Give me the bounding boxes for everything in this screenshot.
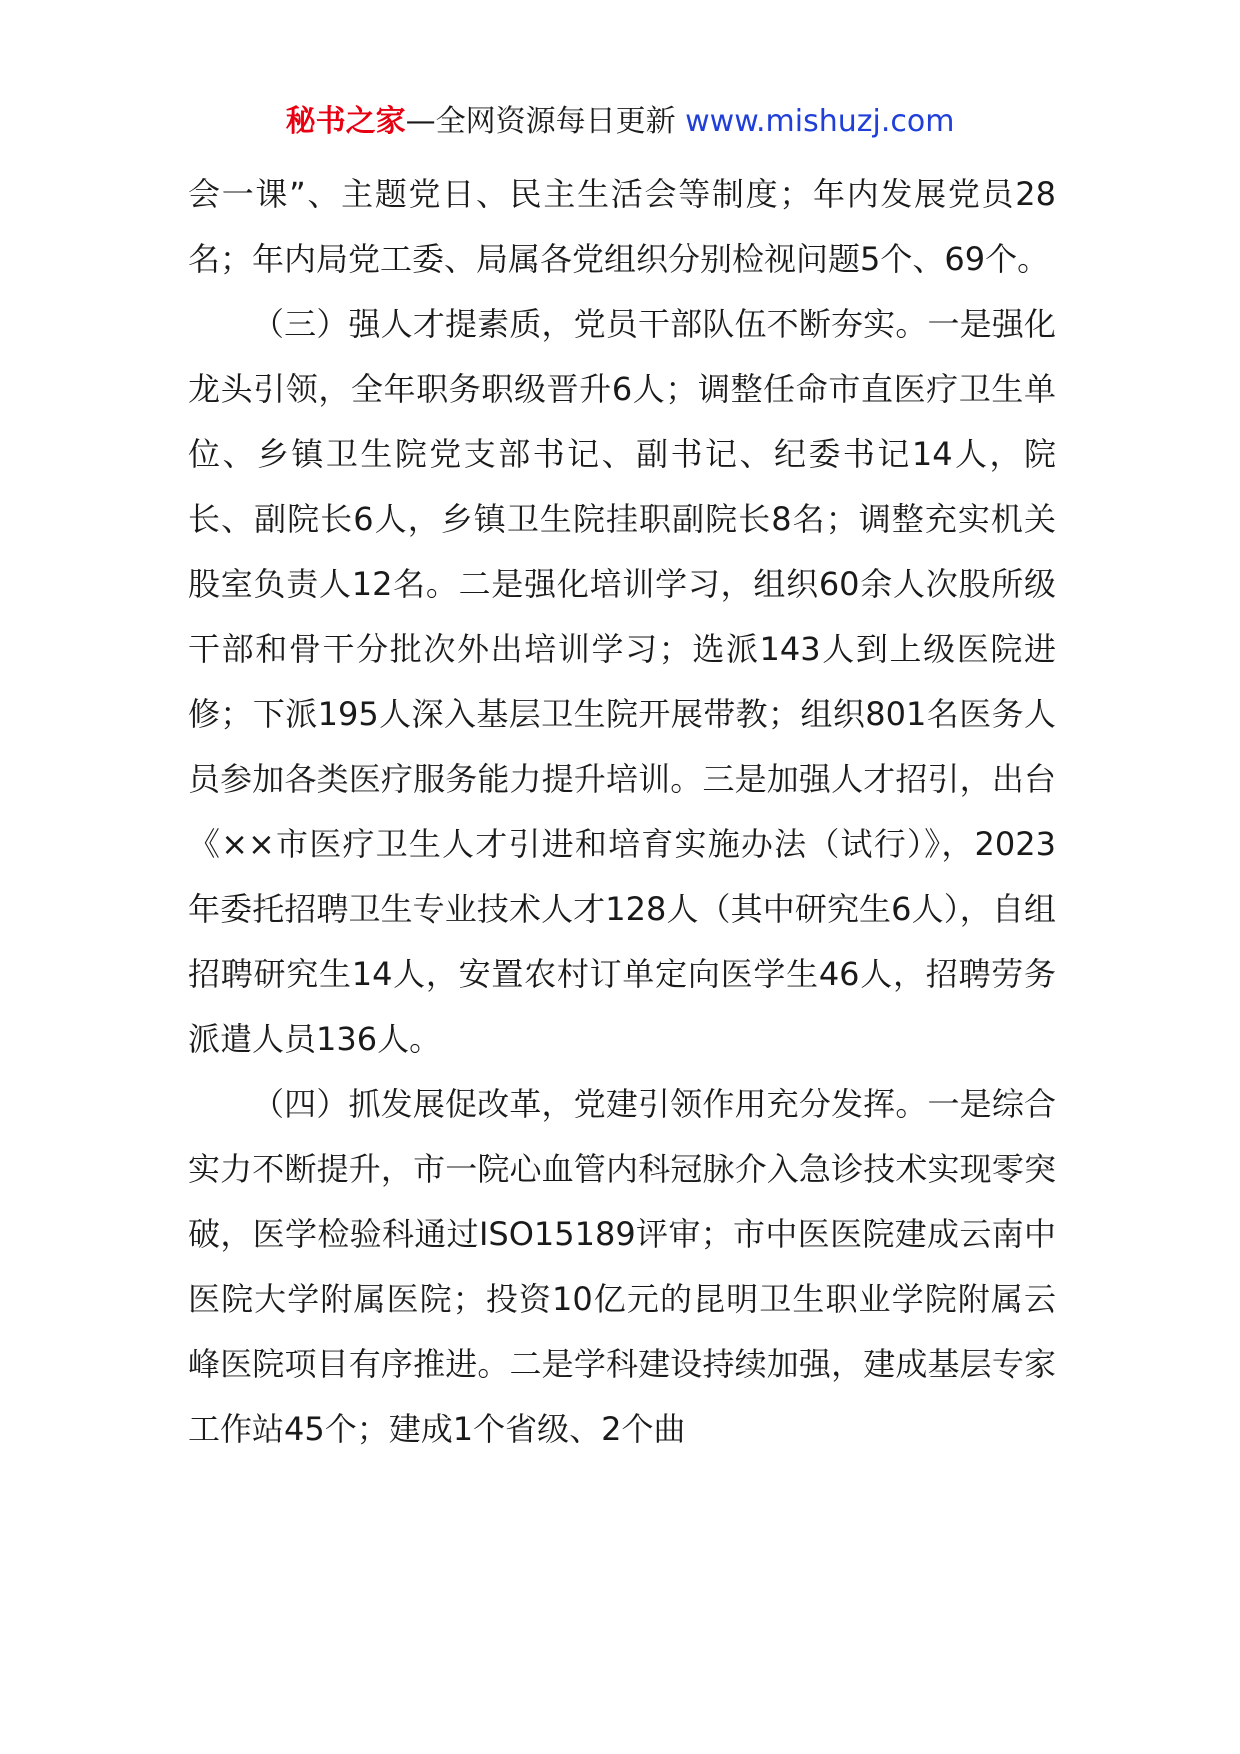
site-url-link[interactable]: www.mishuzj.com <box>685 104 955 139</box>
site-header <box>0 100 1240 144</box>
site-brand: 秘书之家 <box>285 104 406 139</box>
site-tagline: —全网资源每日更新 <box>405 104 676 139</box>
paragraph-section-three: （三）强人才提素质，党员干部队伍不断夯实。一是强化龙头引领，全年职务职级晋升6人；调整任命市直医疗卫生单位、乡镇卫生院党支部书记、副书记、纪委书记14人，院长、副院长6人，乡镇卫生院挂职副院长8名；调整充实机关股室负责人12名。二是强化培训学习，组织60余人次股所级干部和骨干分批次外出培训学习；选派143人到上级医院进修；下派195人深入基层卫生院开展带教；组织801名医务人员参加各类医疗服务能力提升培训。三是加强人才招引，出台《××市医疗卫生人才引进和培育实施办法（试行）》，2023年委托招聘卫生专业技术人才128人（其中研究生6人），自组招聘研究生14人，安置农村订单定向医学生46人，招聘劳务派遣人员136人。 <box>188 305 1056 1058</box>
document-body <box>188 162 1056 1462</box>
paragraph-continuation: 会一课”、主题党日、民主生活会等制度；年内发展党员28名；年内局党工委、局属各党组织分别检视问题5个、69个。 <box>188 175 1056 278</box>
paragraph-section-four: （四）抓发展促改革，党建引领作用充分发挥。一是综合实力不断提升，市一院心血管内科冠脉介入急诊技术实现零突破，医学检验科通过ISO15189评审；市中医医院建成云南中医院大学附属医院；投资10亿元的昆明卫生职业学院附属云峰医院项目有序推进。二是学科建设持续加强，建成基层专家工作站45个；建成1个省级、2个曲 <box>188 1085 1056 1448</box>
